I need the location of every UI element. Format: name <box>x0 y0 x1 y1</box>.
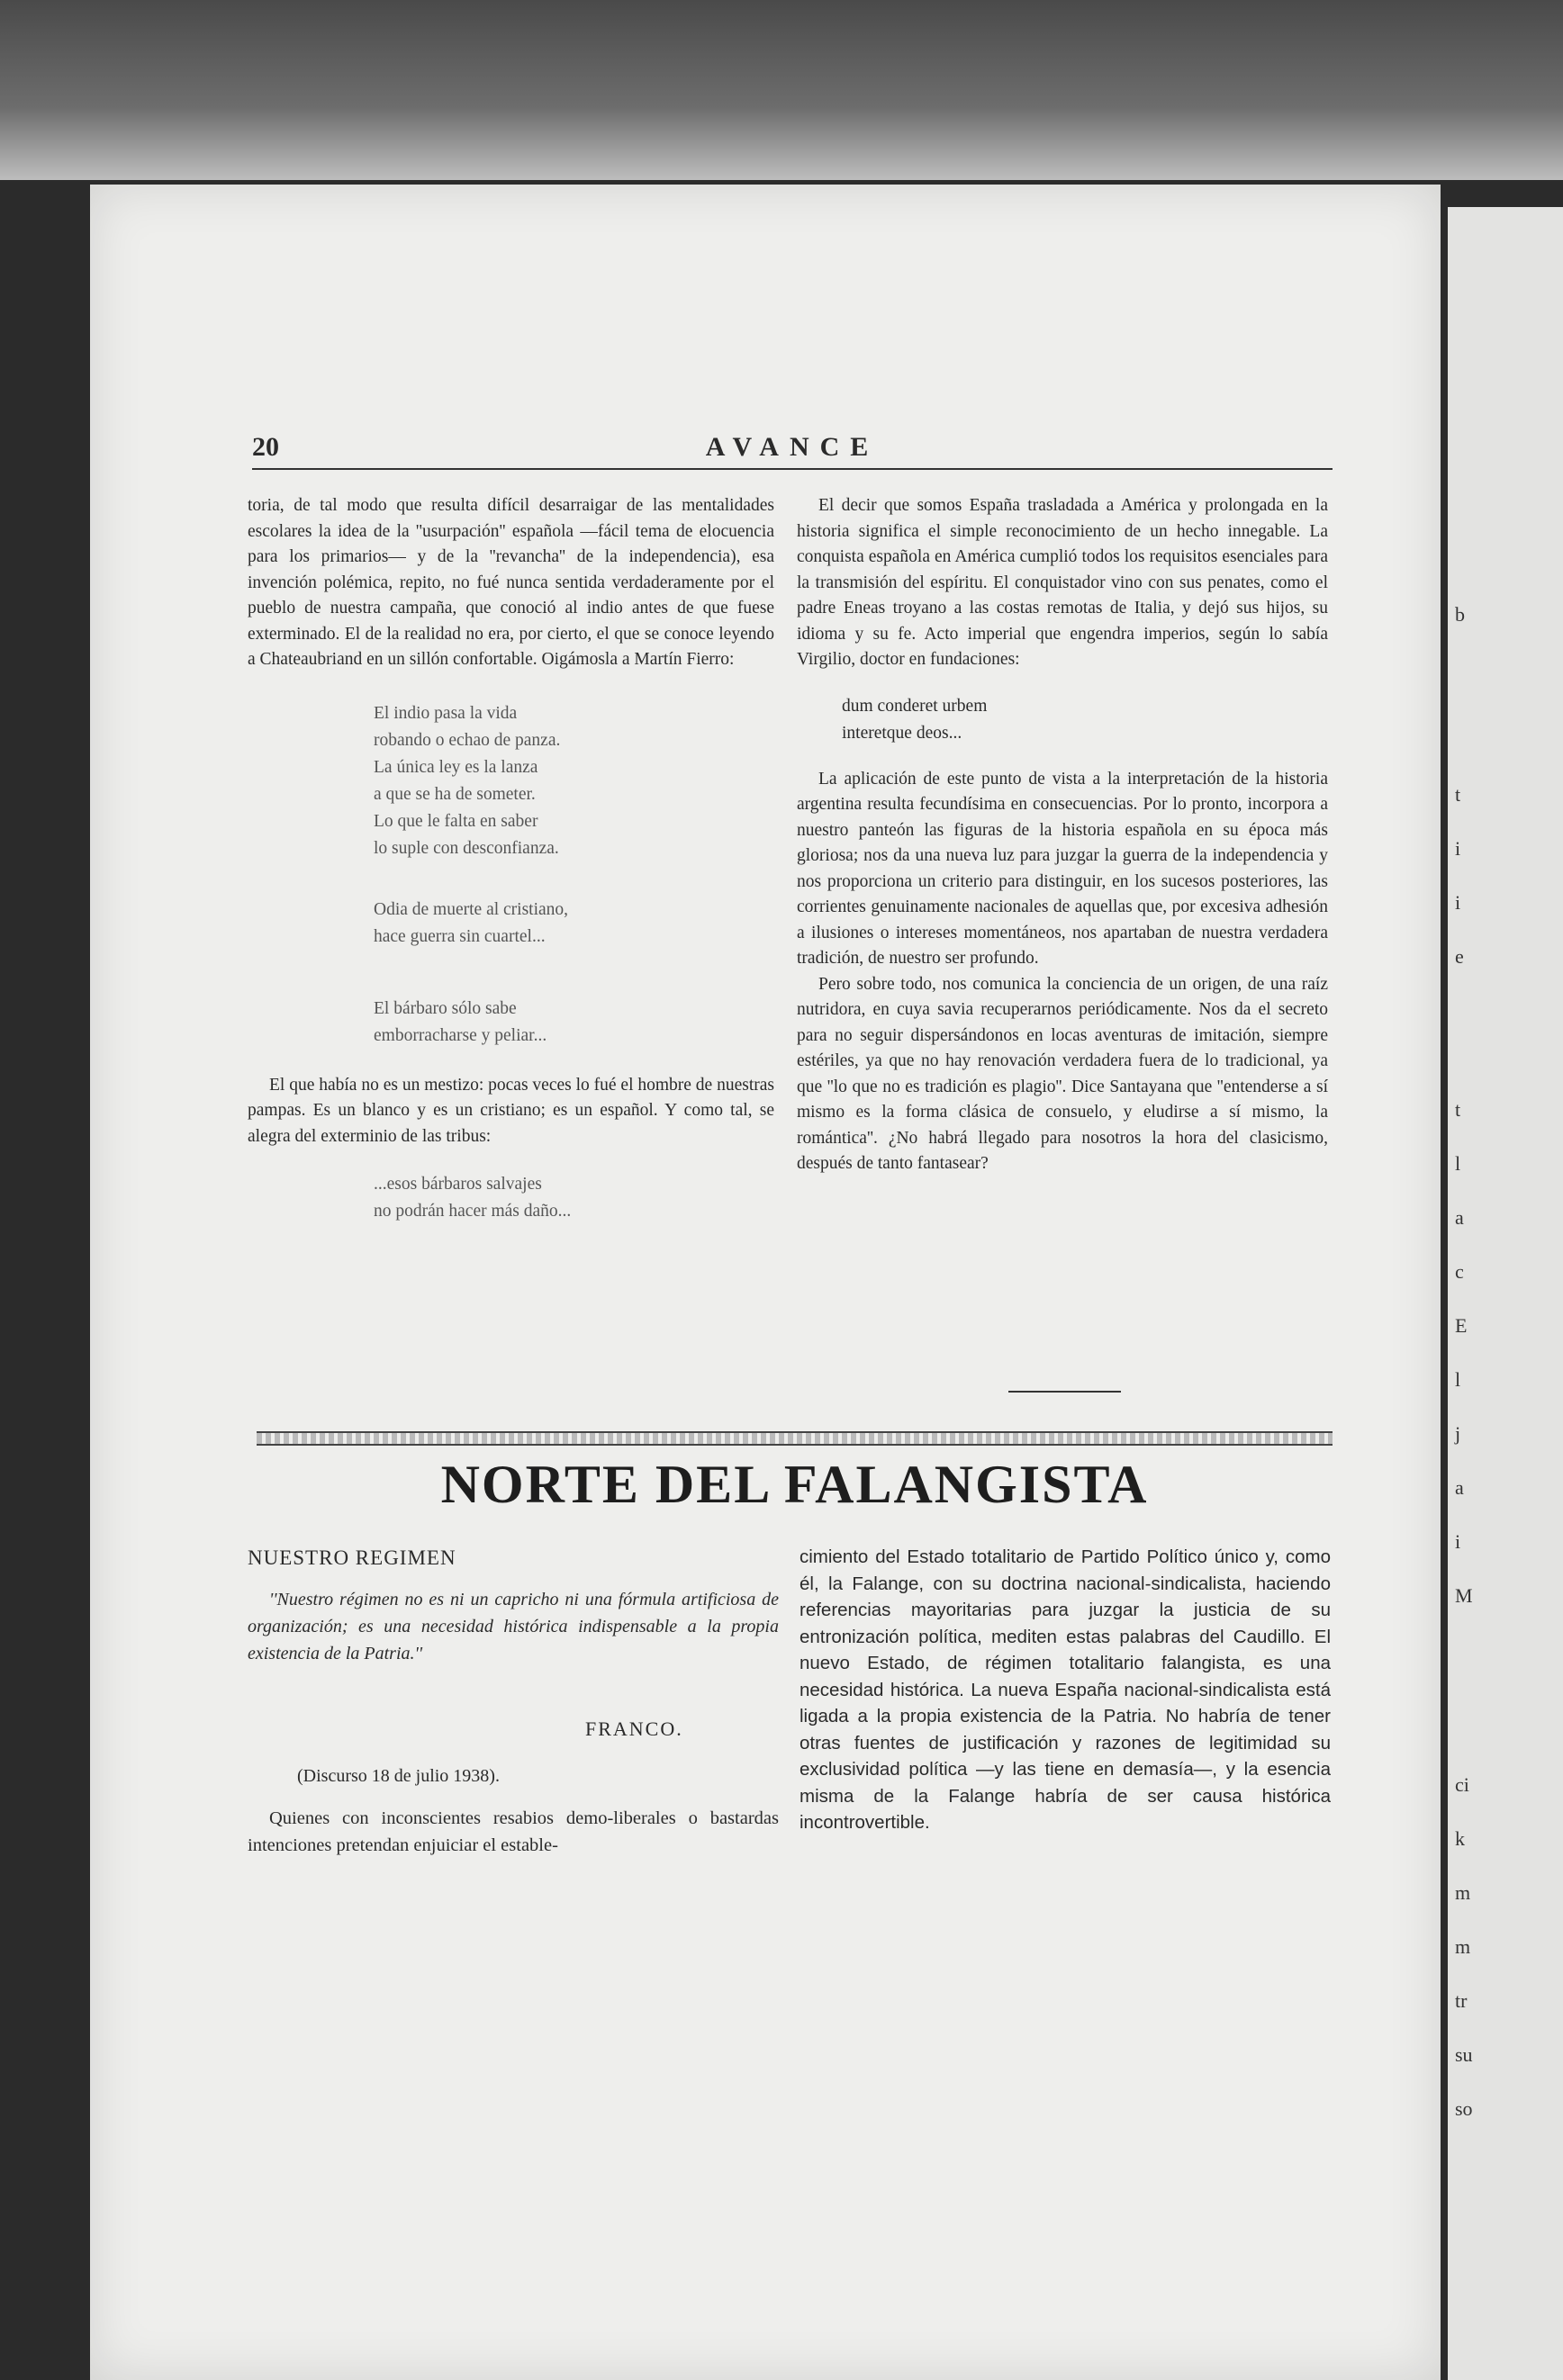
margin-fragment: m <box>1455 1935 1471 1958</box>
margin-fragment: j <box>1455 1422 1461 1445</box>
verse-line: no podrán hacer más daño... <box>374 1202 572 1221</box>
margin-fragment: b <box>1455 603 1465 626</box>
margin-fragment: t <box>1455 783 1461 806</box>
verse-stanza-2 <box>248 897 774 951</box>
speech-date: (Discurso 18 de julio 1938). <box>297 1766 500 1786</box>
latin-line: dum conderet urbem <box>842 696 988 716</box>
margin-fragment: l <box>1455 1152 1461 1175</box>
adjacent-page-strip <box>1448 207 1563 2380</box>
margin-fragment: tr <box>1455 1989 1468 2012</box>
margin-fragment: k <box>1455 1827 1465 1850</box>
margin-fragment: a <box>1455 1476 1464 1499</box>
margin-fragment: l <box>1455 1368 1461 1391</box>
margin-fragment: M <box>1455 1584 1473 1607</box>
right-paragraph-2: La aplicación de este punto de vista a la interpretación de la historia argentina resulta fecundísima en consecuencias. Por lo pronto, incorpora a nuestro panteón las figuras de la historia española en su época más gloriosa; nos da una nueva luz para juzgar la guerra de la independencia y nos proporciona un criterio para distinguir, en los sucesos posteriores, las corrientes genuinamente nacionales de aquellas que, por excesiva adhesión a ilusiones o intereses momentáneos, nos apartaban de nuestra verdadera tradición, de nuestro ser profundo. <box>797 769 1328 968</box>
left-paragraph-2: El que había no es un mestizo: pocas veces lo fué el hombre de nuestras pampas. Es un blanco y es un cristiano; es un español. Y como tal, se alegra del exterminio de las tribus: <box>248 1075 774 1146</box>
verse-line: emborracharse y peliar... <box>374 1025 547 1045</box>
verse-line: lo suple con desconfianza. <box>374 838 559 858</box>
margin-fragment: m <box>1455 1881 1471 1904</box>
page-header <box>252 432 1333 470</box>
section-right-text <box>800 1544 1331 1836</box>
verse-line: Lo que le falta en saber <box>374 811 538 831</box>
margin-fragment: i <box>1455 837 1461 860</box>
right-paragraph-1: El decir que somos España trasladada a América y prolongada en la historia significa el simple reconocimiento de un hecho innegable. La conquista española en América cumplió todos los requisitos esenciales para la transmisión del espíritu. El conquistador vino con sus penates, como el padre Eneas troyano a las costas remotas de Italia, y dejó sus hijos, su idioma y su fe. Acto imperial que engendra imperios, según lo sabía Virgilio, doctor en fundaciones: <box>797 496 1328 669</box>
right-column <box>797 493 1328 1177</box>
margin-fragment: t <box>1455 1098 1461 1121</box>
margin-fragment: a <box>1455 1206 1464 1229</box>
margin-fragment: i <box>1455 891 1461 914</box>
section-left-text <box>248 1805 779 1859</box>
verse-line: El bárbaro sólo sabe <box>374 998 517 1018</box>
latin-line: interetque deos... <box>842 723 962 743</box>
right-paragraph-3: Pero sobre todo, nos comunica la conciencia de un origen, de una raíz nutridora, en cuya savia recuperarnos periódicamente. Nos da el secreto para no seguir dispersándonos en locas aventuras de imitación, siempre estériles, ya que no hay renovación verdadera fuera de lo tradicional, ya que ''lo que no es tradición es plagio''. Dice Santayana que ''entenderse a sí mismo es la forma clásica de consuelo, y eludirse a sí mismo, la romántica''. ¿No habrá llegado para nosotros la hora del clasicismo, después de tanto fantasear? <box>797 974 1328 1173</box>
verse-line: robando o echao de panza. <box>374 730 561 750</box>
page-number: 20 <box>252 432 279 462</box>
verse-stanza-3 <box>248 996 774 1050</box>
margin-fragment: E <box>1455 1314 1468 1337</box>
section-subhead: NUESTRO REGIMEN <box>248 1546 456 1569</box>
column-end-rule <box>1008 1391 1121 1393</box>
section-headline: NORTE DEL FALANGISTA <box>440 1455 1149 1514</box>
verse-line: hace guerra sin cuartel... <box>374 926 546 946</box>
verse-line: Odia de muerte al cristiano, <box>374 899 569 919</box>
latin-quote <box>797 693 1328 747</box>
section-right-paragraph: cimiento del Estado totalitario de Partido Político único y, como él, la Falange, con su doctrina nacional-sindicalista, haciendo referencias mayoritarias para juzgar la justicia de su entronización política, mediten estas palabras del Caudillo. El nuevo Estado, de régimen totalitario falangista, es una necesidad histórica. La nueva España nacional-sindicalista está ligada a la propia existencia de la Patria. No habría de tener otras fuentes de justificación y razones de legitimidad su exclusividad política —y las tiene en demasía—, y la esencia misma de la Falange habría de ser causa histórica incontrovertible. <box>800 1546 1331 1833</box>
left-column <box>248 493 774 1225</box>
franco-quote: ''Nuestro régimen no es ni un capricho ni una fórmula artificiosa de organización; es una necesidad histórica indispensable a la propia existencia de la Patria.'' <box>248 1590 779 1663</box>
margin-fragment: ci <box>1455 1773 1469 1796</box>
verse-line: ...esos bárbaros salvajes <box>374 1175 542 1194</box>
margin-fragment: su <box>1455 2043 1473 2066</box>
masthead-title: AVANCE <box>705 432 880 462</box>
verse-line: a que se ha de someter. <box>374 784 536 804</box>
section-left-paragraph: Quienes con inconscientes resabios demo-liberales o bastardas intenciones pretendan enjuiciar el estable- <box>248 1808 779 1855</box>
section-divider <box>257 1431 1333 1446</box>
verse-stanza-1 <box>248 700 774 862</box>
verse-line: La única ley es la lanza <box>374 757 538 777</box>
verse-stanza-4 <box>248 1171 774 1225</box>
margin-fragment: i <box>1455 1530 1461 1553</box>
margin-fragment: c <box>1455 1260 1464 1283</box>
margin-fragment: so <box>1455 2097 1473 2120</box>
margin-fragment: e <box>1455 945 1464 968</box>
quote-signature: FRANCO. <box>585 1717 683 1740</box>
left-paragraph-1: toria, de tal modo que resulta difícil desarraigar de las mentalidades escolares la idea de la ''usurpación'' española —fácil tema de elocuencia para los primarios— y de la ''revancha'' de la independencia), esa invención polémica, repito, no fué nunca sentida verdaderamente por el pueblo de nuestra campaña, que conoció al indio antes de que fuese exterminado. El de la realidad no era, por cierto, el que se conoce leyendo a Chateaubriand en un sillón confortable. Oigámosla a Martín Fierro: <box>248 496 774 669</box>
verse-line: El indio pasa la vida <box>374 703 518 723</box>
scanner-background <box>0 0 1563 180</box>
